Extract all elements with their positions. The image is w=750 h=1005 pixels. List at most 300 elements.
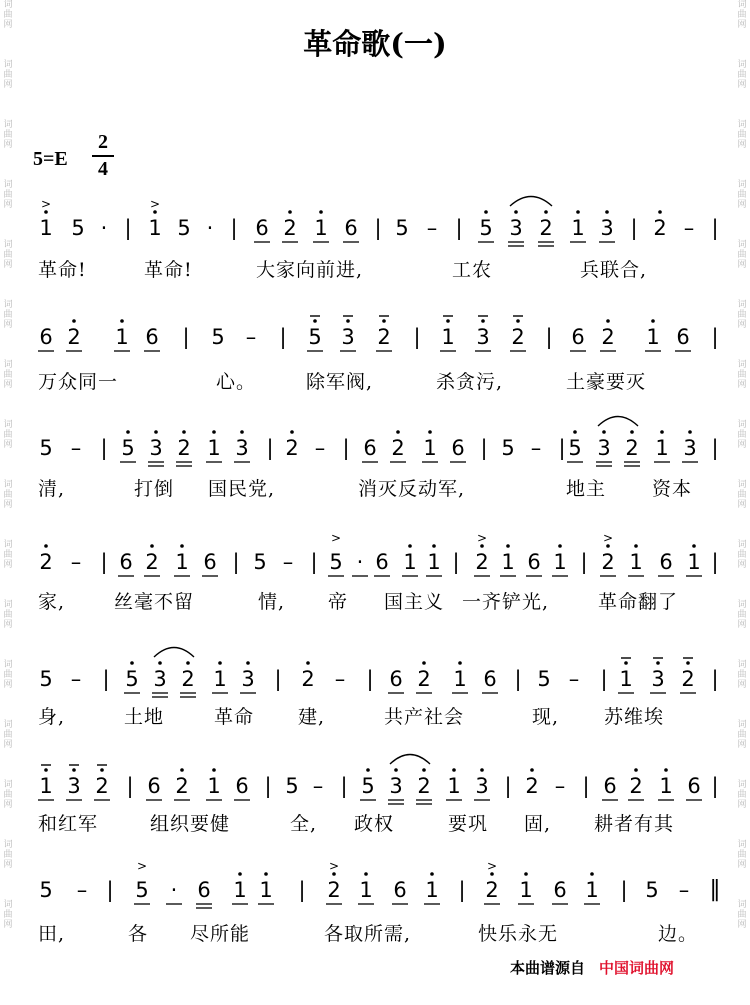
note: 1 [659,774,673,798]
watermark-char: 词 [3,180,13,190]
lyric-text: 地主 [566,478,607,500]
watermark-char: 词 [3,900,13,910]
watermark-char: 曲 [3,610,13,620]
barline: | [711,325,719,349]
watermark-char: 曲 [737,190,747,200]
note: 2 [301,667,315,691]
watermark-char: 词 [737,180,747,190]
lyric-text: 国民党, [208,478,276,500]
note: 5 [501,436,515,460]
watermark-char: 网 [737,500,747,510]
watermark-char: 词 [3,240,13,250]
watermark-char: 词 [3,420,13,430]
lyric-text: 土豪要灭 [566,371,647,393]
watermark-char: 词 [737,60,747,70]
note: 6 [203,550,217,574]
watermark-char: 网 [3,80,13,90]
watermark-char: 网 [737,860,747,870]
watermark-char: 网 [3,200,13,210]
notation-row [38,771,728,801]
note: 1 [441,325,455,349]
barline: | [298,878,306,902]
note: 5 [253,550,267,574]
note: 5 [39,436,53,460]
accent-mark: > [149,197,161,211]
watermark-char: 网 [3,560,13,570]
note: 1 [687,550,701,574]
lyric-text: 家, [38,591,66,613]
watermark-char: 网 [3,860,13,870]
watermark-right [736,0,748,1005]
lyric-line [38,705,728,731]
note: 6 [363,436,377,460]
watermark-char: 网 [3,440,13,450]
note: 2 [485,878,499,902]
dot-extension: · [170,878,178,902]
watermark-char: 曲 [737,910,747,920]
note: 2 [417,774,431,798]
note: 1 [359,878,373,902]
note: 6 [571,325,585,349]
lyric-line [38,922,728,948]
watermark-char: 网 [3,20,13,30]
watermark-char: 词 [737,120,747,130]
dash-extension: – [70,436,82,460]
notation-row [38,547,728,577]
lyric-text: 工农 [452,259,493,281]
watermark-char: 词 [737,480,747,490]
watermark-char: 网 [737,260,747,270]
barline: | [374,216,382,240]
watermark-char: 曲 [737,670,747,680]
watermark-char: 词 [3,120,13,130]
lyric-text: 土地 [124,706,165,728]
note: 3 [341,325,355,349]
barline: | [126,774,134,798]
watermark-char: 词 [3,360,13,370]
lyric-text: 共产社会 [384,706,465,728]
footer-source-label: 本曲谱源自 [510,959,586,977]
lyric-text: 丝毫不留 [114,591,195,613]
watermark-char: 网 [737,380,747,390]
watermark-char: 曲 [737,130,747,140]
note: 3 [235,436,249,460]
watermark-char: 曲 [3,490,13,500]
barline: | [480,436,488,460]
lyric-text: 现, [532,706,560,728]
lyric-text: 革命! [38,259,87,281]
lyric-text: 固, [524,813,552,835]
note: 2 [175,774,189,798]
note: 3 [475,774,489,798]
watermark-char: 曲 [737,490,747,500]
note: 1 [207,774,221,798]
lyric-text: 消灭反动军, [358,478,466,500]
watermark-char: 网 [737,80,747,90]
watermark-char: 词 [737,240,747,250]
accent-mark: > [40,197,52,211]
note: 5 [285,774,299,798]
lyric-text: 全, [290,813,318,835]
lyric-text: 兵联合, [580,259,648,281]
time-signature [92,131,114,180]
lyric-text: 帝 [328,591,349,613]
watermark-char: 曲 [3,190,13,200]
note: 6 [659,550,673,574]
lyric-text: 身, [38,706,66,728]
note: 5 [568,436,582,460]
watermark-char: 网 [737,680,747,690]
dash-extension: – [334,667,346,691]
watermark-char: 词 [3,480,13,490]
note: 1 [553,550,567,574]
barline: | [711,667,719,691]
song-title: 革命歌(一) [303,27,447,61]
watermark-char: 网 [737,440,747,450]
note: 6 [145,325,159,349]
note: 5 [479,216,493,240]
note: 5 [125,667,139,691]
note: 6 [553,878,567,902]
barline: | [340,774,348,798]
dash-extension: – [76,878,88,902]
barline: | [582,774,590,798]
note: 1 [655,436,669,460]
watermark-char: 网 [737,140,747,150]
notation-row [38,433,728,463]
watermark-char: 网 [3,320,13,330]
watermark-char: 词 [3,780,13,790]
watermark-char: 网 [3,500,13,510]
barline: | [274,667,282,691]
lyric-text: 革命翻了 [598,591,679,613]
dot-extension: · [206,216,214,240]
lyric-line [38,258,728,284]
note: 2 [177,436,191,460]
slur [154,648,194,658]
slur [510,197,552,207]
watermark-char: 网 [737,560,747,570]
note: 3 [597,436,611,460]
note: 6 [687,774,701,798]
accent-mark: > [486,859,498,873]
watermark-char: 曲 [737,310,747,320]
dash-extension: – [678,878,690,902]
note: 3 [389,774,403,798]
lyric-text: 大家向前进, [256,259,364,281]
slur [390,755,430,765]
dash-extension: – [70,667,82,691]
note: 2 [625,436,639,460]
time-signature-line [92,155,114,157]
note: 2 [283,216,297,240]
note: 3 [509,216,523,240]
lyric-text: 快乐永无 [478,923,559,945]
note: 1 [213,667,227,691]
note: 1 [259,878,273,902]
note: 3 [476,325,490,349]
barline: | [310,550,318,574]
accent-mark: > [602,531,614,545]
note: 6 [375,550,389,574]
watermark-char: 曲 [3,250,13,260]
watermark-char: 词 [3,600,13,610]
watermark-char: 词 [737,840,747,850]
note: 6 [389,667,403,691]
watermark-char: 词 [737,540,747,550]
note: 2 [39,550,53,574]
watermark-char: 曲 [3,10,13,20]
watermark-char: 网 [737,200,747,210]
note: 2 [285,436,299,460]
watermark-char: 网 [737,800,747,810]
watermark-char: 词 [3,720,13,730]
note: 6 [255,216,269,240]
lyric-line [38,477,728,503]
dot-extension: · [100,216,108,240]
lyric-text: 尽所能 [190,923,251,945]
footer [510,957,674,978]
note: 2 [601,550,615,574]
note: 5 [645,878,659,902]
note: 5 [361,774,375,798]
dash-extension: – [683,216,695,240]
watermark-char: 网 [3,260,13,270]
note: 1 [233,878,247,902]
lyric-line [38,812,728,838]
barline: | [711,216,719,240]
note: 2 [629,774,643,798]
note: 6 [147,774,161,798]
note: 1 [447,774,461,798]
barline: | [455,216,463,240]
note: 2 [391,436,405,460]
lyric-text: 资本 [652,478,693,500]
lyric-text: 各取所需, [324,923,412,945]
lyric-text: 杀贪污, [436,371,504,393]
lyric-text: 一齐铲光, [462,591,550,613]
barline: | [413,325,421,349]
note: 2 [145,550,159,574]
note: 2 [475,550,489,574]
note: 3 [149,436,163,460]
watermark-char: 词 [737,660,747,670]
note: 5 [177,216,191,240]
time-signature-bottom: 4 [98,158,108,180]
note: 1 [646,325,660,349]
watermark-char: 网 [3,620,13,630]
watermark-char: 曲 [737,250,747,260]
watermark-char: 词 [3,540,13,550]
watermark-char: 词 [3,300,13,310]
watermark-char: 曲 [3,310,13,320]
note: 6 [197,878,211,902]
lyric-text: 田, [38,923,66,945]
note: 1 [403,550,417,574]
barline: | [711,436,719,460]
lyric-text: 建, [298,706,326,728]
barline: | [458,878,466,902]
barline: | [504,774,512,798]
lyric-text: 和红军 [38,813,99,835]
note: 1 [423,436,437,460]
dash-extension: – [426,216,438,240]
barline: | [102,667,110,691]
dash-extension: – [530,436,542,460]
lyric-text: 组织要健 [150,813,231,835]
note: 5 [135,878,149,902]
barline: | [558,436,566,460]
note: 2 [539,216,553,240]
note: 5 [308,325,322,349]
lyric-line [38,370,728,396]
watermark-char: 词 [3,840,13,850]
watermark-char: 曲 [3,130,13,140]
watermark-char: 词 [737,0,747,10]
note: 2 [417,667,431,691]
watermark-char: 网 [3,800,13,810]
watermark-char: 词 [737,900,747,910]
watermark-char: 曲 [3,430,13,440]
note: 6 [344,216,358,240]
watermark-char: 网 [737,320,747,330]
note: 2 [327,878,341,902]
accent-mark: > [328,859,340,873]
note: 3 [600,216,614,240]
note: 1 [115,325,129,349]
note: 1 [453,667,467,691]
watermark-char: 曲 [737,790,747,800]
slur [598,417,638,427]
barline: | [711,774,719,798]
lyric-text: 情, [258,591,286,613]
watermark-char: 词 [737,300,747,310]
lyric-text: 边。 [658,923,699,945]
note: 3 [683,436,697,460]
dash-extension: – [314,436,326,460]
watermark-char: 曲 [3,850,13,860]
watermark-char: 曲 [737,370,747,380]
note: 5 [39,667,53,691]
watermark-char: 曲 [3,910,13,920]
lyric-text: 耕者有其 [594,813,675,835]
lyric-text: 万众同一 [38,371,119,393]
barline: | [266,436,274,460]
note: 2 [653,216,667,240]
barline: | [711,550,719,574]
dash-extension: – [554,774,566,798]
watermark-char: 词 [737,600,747,610]
note: 5 [395,216,409,240]
note: 1 [425,878,439,902]
barline: | [279,325,287,349]
notation-row [38,875,728,905]
note: 1 [314,216,328,240]
watermark-char: 曲 [3,70,13,80]
watermark-char: 词 [737,720,747,730]
watermark-char: 曲 [737,70,747,80]
note: 6 [483,667,497,691]
watermark-char: 曲 [737,730,747,740]
note: 3 [651,667,665,691]
note: 1 [39,774,53,798]
note: 3 [67,774,81,798]
note: 2 [681,667,695,691]
barline: | [366,667,374,691]
note: 2 [181,667,195,691]
note: 3 [153,667,167,691]
barline: | [264,774,272,798]
note: 1 [519,878,533,902]
accent-mark: > [136,859,148,873]
note: 1 [148,216,162,240]
watermark-char: 网 [3,680,13,690]
lyric-text: 除军阀, [306,371,374,393]
notation-row [38,213,728,243]
lyric-text: 心。 [216,371,257,393]
barline: | [100,550,108,574]
note: 5 [329,550,343,574]
note: 6 [39,325,53,349]
note: 2 [67,325,81,349]
barline: | [545,325,553,349]
note: 5 [537,667,551,691]
barline: | [620,878,628,902]
time-signature-top: 2 [98,131,108,153]
note: 5 [121,436,135,460]
lyric-text: 政权 [354,813,395,835]
note: 1 [427,550,441,574]
watermark-char: 网 [737,20,747,30]
barline: | [342,436,350,460]
watermark-char: 词 [737,360,747,370]
dash-extension: – [245,325,257,349]
watermark-char: 网 [737,620,747,630]
accent-mark: > [330,531,342,545]
dot-extension: · [356,550,364,574]
note: 2 [377,325,391,349]
final-barline: ‖ [709,877,721,902]
lyric-text: 苏维埃 [604,706,665,728]
barline: | [182,325,190,349]
note: 6 [676,325,690,349]
footer-brand-link[interactable]: 中国词曲网 [599,959,675,977]
note: 2 [511,325,525,349]
note: 2 [525,774,539,798]
barline: | [230,216,238,240]
note: 1 [207,436,221,460]
watermark-char: 曲 [3,730,13,740]
watermark-char: 词 [737,420,747,430]
note: 3 [241,667,255,691]
lyric-text: 要巩 [448,813,489,835]
note: 6 [119,550,133,574]
barline: | [100,436,108,460]
note: 6 [393,878,407,902]
watermark-char: 网 [737,740,747,750]
watermark-char: 词 [3,60,13,70]
watermark-char: 曲 [737,430,747,440]
dash-extension: – [568,667,580,691]
watermark-char: 网 [3,140,13,150]
note: 6 [235,774,249,798]
note: 1 [175,550,189,574]
note: 2 [601,325,615,349]
watermark-char: 网 [3,380,13,390]
note: 6 [603,774,617,798]
barline: | [232,550,240,574]
dash-extension: – [70,550,82,574]
